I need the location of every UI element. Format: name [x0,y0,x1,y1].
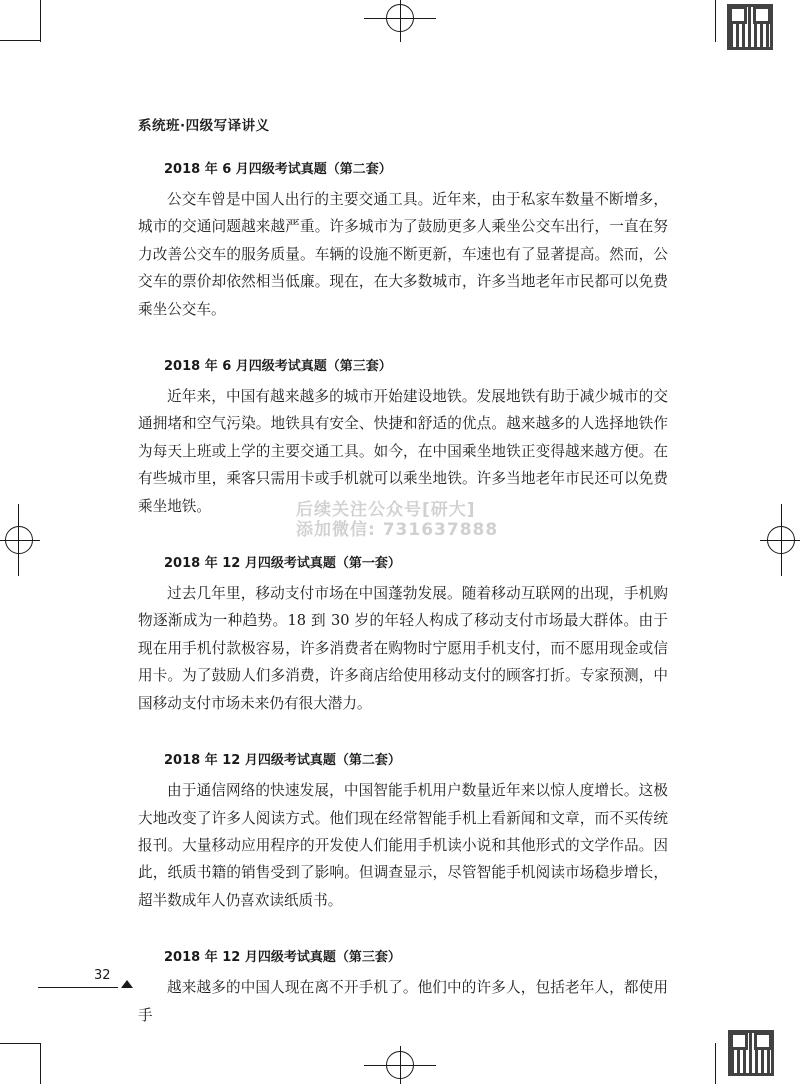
exam-section [138,357,668,520]
triangle-icon [121,980,133,988]
footer-rule [38,987,118,988]
section-paragraph: 近年来，中国有越来越多的城市开始建设地铁。发展地铁有助于减少城市的交通拥堵和空气污染。地铁具有安全、快捷和舒适的优点。越来越多的人选择地铁作为每天上班或上学的主要交通工具。如今，在中国乘坐地铁正变得越来越方便。在有些城市里，乘客只需用卡或手机就可以乘坐地铁。许多当地老年市民还可以免费乘坐地铁。 [138,388,668,515]
section-title: 2018 年 12 月四级考试真题（第一套） [164,556,401,572]
exam-section [138,160,668,323]
watermark-line: 后续关注公众号[研大] [296,500,476,520]
registration-mark-circle [767,526,795,554]
running-header: 系统班·四级写译讲义 [138,118,270,134]
crop-mark [40,0,41,42]
registration-mark-circle [386,4,414,32]
crop-mark [0,1043,40,1044]
exam-section [138,554,668,717]
section-paragraph: 过去几年里，移动支付市场在中国蓬勃发展。随着移动互联网的出现，手机购物逐渐成为一种趋势。18 到 30 岁的年轻人构成了移动支付市场最大群体。由于现在用手机付款极容易，许多消费者在购物时宁愿用手机支付，而不愿用现金或信用卡。为了鼓励人们多消费，许多商店给使用移动支付的顾客打折。专家预测，中国移动支付市场未来仍有很大潜力。 [138,585,668,712]
section-paragraph: 公交车曾是中国人出行的主要交通工具。近年来，由于私家车数量不断增多，城市的交通问题越来越严重。许多城市为了鼓励更多人乘坐公交车出行，一直在努力改善公交车的服务质量。车辆的设施不断更新，车速也有了显著提高。然而，公交车的票价却依然相当低廉。现在，在大多数城市，许多当地老年市民都可以免费乘坐公交车。 [138,191,668,318]
watermark [296,500,498,540]
crop-mark [715,0,716,42]
section-paragraph: 由于通信网络的快速发展，中国智能手机用户数量近年来以惊人度增长。这极大地改变了许多人阅读方式。他们现在经常智能手机上看新闻和文章，而不买传统报刊。大量移动应用程序的开发使人们能用手机读小说和其他形式的文学作品。因此，纸质书籍的销售受到了影响。但调查显示，尽管智能手机阅读市场稳步增长，超半数成年人仍喜欢读纸质书。 [138,782,668,909]
crop-mark [40,1043,41,1084]
section-title: 2018 年 12 月四级考试真题（第二套） [164,753,401,769]
section-title: 2018 年 12 月四级考试真题（第三套） [164,950,401,966]
crop-mark [0,40,40,41]
qr-code-icon [728,1030,774,1076]
crop-mark [715,1043,716,1084]
section-title: 2018 年 6 月四级考试真题（第二套） [164,162,392,177]
watermark-line: 添加微信: 731637888 [296,520,499,540]
exam-section [138,948,668,1029]
section-title: 2018 年 6 月四级考试真题（第三套） [164,359,392,375]
section-paragraph: 越来越多的中国人现在离不开手机了。他们中的许多人，包括老年人，都使用手 [138,979,668,1024]
registration-mark-circle [5,526,33,554]
exam-section [138,751,668,914]
document-body [138,160,668,1063]
qr-code-icon [727,4,773,50]
page-number: 32 [94,968,111,983]
